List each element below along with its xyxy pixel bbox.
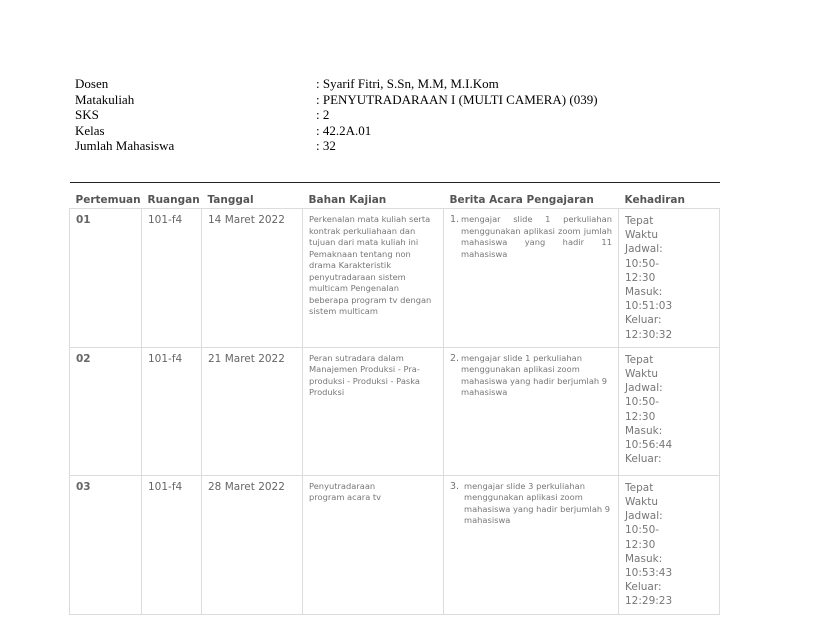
list-number: 1. (450, 214, 460, 225)
kehadiran-line: 10:50- (625, 257, 660, 270)
kehadiran-line: Keluar: (625, 453, 662, 466)
cell-kehadiran (619, 475, 720, 614)
kehadiran-line: Keluar: (625, 314, 662, 327)
kehadiran-line: Jadwal: (625, 382, 663, 395)
kelas-value: : 42.2A.01 (316, 122, 372, 138)
kehadiran-line: 10:50- (625, 396, 660, 409)
cell-berita-acara (444, 347, 619, 475)
cell-tanggal: 14 Maret 2022 (202, 209, 303, 348)
cell-kehadiran (619, 347, 720, 475)
col-header-ruangan: Ruangan (142, 183, 202, 209)
kehadiran-line: 10:53:43 (625, 567, 673, 580)
list-number: 2. (450, 352, 460, 364)
attendance-table (69, 182, 720, 615)
col-header-pertemuan: Pertemuan (70, 183, 142, 209)
list-number: 3. (450, 480, 460, 492)
jumlah-label: Jumlah Mahasiswa (75, 138, 175, 153)
cell-bahan-kajian: Peran sutradara dalam Manajemen Produksi - Pra-produksi - Produksi - Paska Produksi (303, 347, 444, 475)
kehadiran-line: Keluar: (625, 581, 662, 594)
berita-text: mengajar slide 1 perkuliahan menggunakan aplikasi zoom mahasiswa yang hadir berjumlah 9 mahasiswa (461, 352, 608, 398)
col-header-kehadiran: Kehadiran (619, 183, 720, 209)
kehadiran-line: Masuk: (625, 424, 663, 437)
kehadiran-line: Masuk: (625, 552, 663, 565)
kehadiran-line: 10:56:44 (625, 439, 673, 452)
berita-text: mengajar slide 1 perkuliahan menggunakan aplikasi zoom jumlah mahasiswa yang hadir 11 mahasiswa (461, 214, 612, 259)
kehadiran-line: 12:30 (625, 538, 656, 551)
cell-kehadiran (619, 209, 720, 348)
kehadiran-line: 12:30:32 (625, 328, 673, 341)
berita-text: mengajar slide 3 perkuliahan menggunakan aplikasi zoom mahasiswa yang hadir berjumlah 9 mahasiswa (464, 480, 611, 526)
kehadiran-line: Jadwal: (625, 510, 663, 523)
table-row (70, 209, 720, 348)
kehadiran-line: Tepat (625, 353, 654, 366)
cell-tanggal: 21 Maret 2022 (202, 347, 303, 475)
sks-label: SKS (75, 107, 99, 122)
table-row (70, 475, 720, 614)
matakuliah-value: : PENYUTRADARAAN I (MULTI CAMERA) (039) (316, 91, 598, 107)
kehadiran-line: Tepat (625, 481, 654, 494)
kehadiran-line: Tepat (625, 215, 654, 227)
table-header-row (70, 183, 720, 209)
cell-tanggal: 28 Maret 2022 (202, 475, 303, 614)
col-header-berita-acara: Berita Acara Pengajaran (444, 183, 619, 209)
kehadiran-line: Waktu (625, 368, 658, 381)
cell-pertemuan: 02 (70, 347, 142, 475)
kehadiran-line: Waktu (625, 229, 658, 242)
kehadiran-line: Waktu (625, 496, 658, 509)
cell-bahan-kajian: Penyutradaraan program acara tv (303, 475, 444, 614)
attendance-table-wrapper (69, 182, 719, 615)
kehadiran-line: 12:30 (625, 271, 656, 284)
kehadiran-line: 12:30 (625, 410, 656, 423)
table-row (70, 347, 720, 475)
dosen-label: Dosen (75, 76, 109, 91)
kehadiran-line: 10:51:03 (625, 300, 673, 313)
cell-pertemuan: 03 (70, 475, 142, 614)
cell-pertemuan: 01 (70, 209, 142, 348)
kehadiran-line: 12:29:23 (625, 595, 673, 608)
dosen-value: : Syarif Fitri, S.Sn, M.M, M.I.Kom (316, 76, 499, 91)
cell-ruangan: 101-f4 (142, 475, 202, 614)
kehadiran-line: Jadwal: (625, 243, 663, 256)
col-header-bahan-kajian: Bahan Kajian (303, 183, 444, 209)
cell-berita-acara (444, 209, 619, 348)
kehadiran-line: Masuk: (625, 286, 663, 299)
kelas-label: Kelas (75, 122, 105, 138)
sks-value: : 2 (316, 107, 330, 122)
cell-bahan-kajian: Perkenalan mata kuliah serta kontrak perkuliahaan dan tujuan dari mata kuliah ini Pemaknaan tentang non drama Karakteristik penyutradaraan sistem multicam Pengenalan beberapa program tv dengan sistem multicam (303, 209, 444, 348)
col-header-tanggal: Tanggal (202, 183, 303, 209)
jumlah-value: : 32 (316, 138, 336, 153)
kehadiran-line: 10:50- (625, 524, 660, 537)
cell-ruangan: 101-f4 (142, 347, 202, 475)
matakuliah-label: Matakuliah (75, 91, 135, 107)
cell-ruangan: 101-f4 (142, 209, 202, 348)
cell-berita-acara (444, 475, 619, 614)
